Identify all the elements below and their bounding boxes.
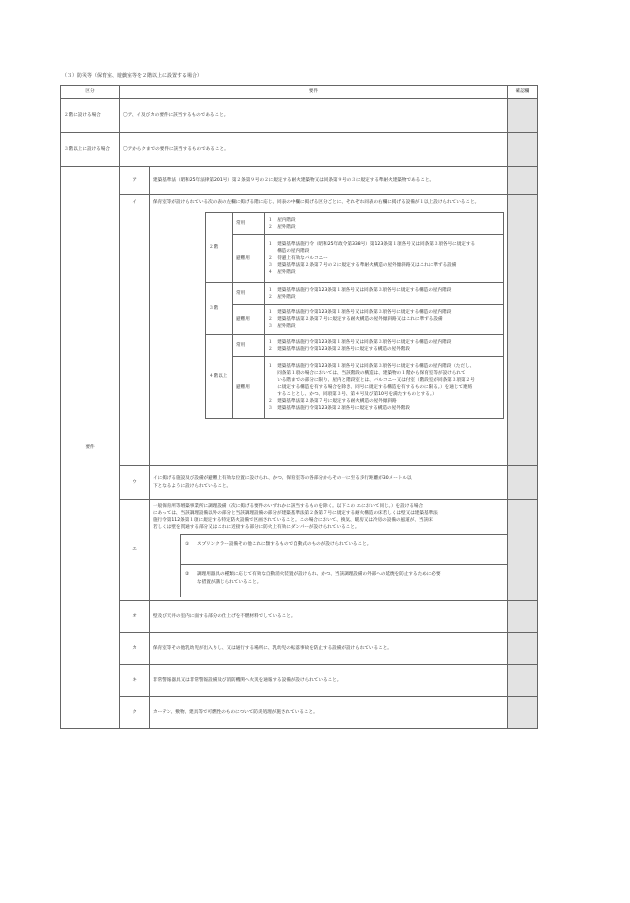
check-cell[interactable] — [508, 697, 538, 729]
item-letter: イ — [120, 195, 150, 466]
item-ki-text: 非常警報器具又は非常警報設備及び消防機関へ火災を通報する設備が設けられていること。 — [150, 665, 508, 697]
check-cell[interactable] — [508, 99, 538, 133]
item-ki-row — [61, 665, 538, 697]
kind-label: 常用 — [233, 335, 265, 357]
kind-label: 常用 — [233, 213, 265, 235]
equipment-line: ２ 建築基準法施行令第123条第２項各号に規定する構造の屋外階段 — [268, 346, 410, 352]
section-heading: （３）防災等（保育室、遊戯室等を２階以上に設置する場合） — [62, 73, 203, 79]
header-row — [61, 86, 538, 99]
floor2-label: ２階に設ける場合 — [61, 99, 120, 133]
equipment-line: ２ 建築基準法第２条第７号に規定する耐火構造の屋外傾斜路又はこれに準ずる設備 — [268, 317, 443, 323]
item-ka-text: 保育室等その他乳幼児が出入りし、又は通行する場所に、乳幼児の転落事故を防止する設備が設けられていること。 — [150, 633, 508, 665]
item-e-cell — [150, 500, 508, 601]
item-u-row — [61, 466, 538, 500]
condition-line: な措置が講じられていること。 — [197, 579, 262, 585]
equipment-line: １ 建築基準法施行令第123条第１項各号又は同条第３項各号に規定する構造の屋内階段 — [268, 287, 452, 293]
equipment-line: １ 建築基準法施行令第123条第１項各号又は同条第３項各号に規定する構造の屋内階段（ただし、 — [268, 363, 475, 369]
item-letter: ク — [120, 697, 150, 729]
equipment-cell — [265, 305, 504, 335]
check-cell[interactable] — [508, 167, 538, 195]
floor-row — [206, 213, 504, 235]
item-o-text: 壁及び天井の室内に面する部分の仕上げを不燃材料でしていること。 — [150, 601, 508, 633]
item-e-row — [61, 500, 538, 601]
row-floor3 — [61, 133, 538, 167]
equipment-cell — [265, 357, 504, 419]
check-cell[interactable] — [508, 133, 538, 167]
item-line: 若しくは壁を貫通する部分又はこれに近接する部分に防火上有効にダンパーが設けられていること。 — [153, 525, 360, 531]
item-line: イに掲げる施設及び設備が避難上有効な位置に設けられ、かつ、保育室等の各部分からその一に至る歩行距離が30メートル以 — [153, 476, 412, 482]
item-a-text: 建築基準法（昭和25年法律第201号）第２条第９号の２に規定する耐火建築物又は同条第９号の３に規定する準耐火建築物であること。 — [150, 167, 508, 195]
item-i-intro: 保育室等が設けられている次の表の左欄に掲げる階に応じ、同表の中欄に掲げる区分ごとに、それぞれ同表の右欄に掲げる設備が１以上設けられていること。 — [153, 200, 480, 205]
condition-text — [197, 571, 441, 585]
equipment-line: ２ 待避上有効なバルコニー — [268, 256, 328, 262]
equipment-line: することとし、かつ、同項第３号、第４号及び第10号を満たすものとする。） — [268, 392, 437, 398]
floor-row — [206, 283, 504, 305]
kind-label: 常用 — [233, 283, 265, 305]
kind-label: 避難用 — [233, 357, 265, 419]
check-cell[interactable] — [508, 500, 538, 601]
item-letter: オ — [120, 601, 150, 633]
equipment-cell — [265, 213, 504, 235]
equipment-cell — [265, 335, 504, 357]
floor-row — [206, 235, 504, 283]
header-requirement: 要件 — [120, 86, 508, 99]
equipment-line: ３ 建築基準法第２条第７号の２に規定する準耐火構造の屋外傾斜路又はこれに準ずる設備 — [268, 263, 457, 269]
kind-label: 避難用 — [233, 235, 265, 283]
condition-1 — [181, 535, 507, 565]
row-floor2 — [61, 99, 538, 133]
check-cell[interactable] — [508, 601, 538, 633]
check-cell[interactable] — [508, 195, 538, 466]
condition-number: ② — [185, 572, 190, 578]
item-line: 一般保育所等増築事業所に調理設備（次に掲げる要件のいずれかに該当するものを除く。以下この エにおいて同じ。）を設ける場合 — [153, 504, 424, 509]
item-line: 下となるように設けられていること。 — [153, 483, 232, 489]
floor-label: ４階以上 — [206, 335, 233, 419]
floor-row — [206, 335, 504, 357]
equipment-line: １ 建築基準法施行令第123条第１項各号又は同条第３項各号に規定する構造の屋内階段 — [268, 339, 452, 345]
equipment-cell — [265, 235, 504, 283]
floor-label: ２階 — [206, 213, 233, 283]
equipment-line: １ 建築基準法施行令（昭和25年政令第338号）第123条第１項各号又は同条第３項各号に規定する — [268, 241, 476, 247]
check-cell[interactable] — [508, 665, 538, 697]
item-letter: ア — [120, 167, 150, 195]
equipment-line: ２ 屋外階段 — [268, 224, 296, 230]
equipment-line: ３ 屋外階段 — [268, 324, 296, 330]
equipment-line: いる階までの部分に限り、屋内と階段室とは、バルコニー又は付室（階段室が同条第３項第２号 — [268, 377, 475, 383]
item-letter: カ — [120, 633, 150, 665]
item-letter: ウ — [120, 466, 150, 500]
condition-text: スプリンクラー設備その他これに類するもので自動式のものが設けられていること。 — [197, 542, 372, 548]
floor-label: ３階 — [206, 283, 233, 335]
kind-label: 避難用 — [233, 305, 265, 335]
header-check: 確認欄 — [508, 86, 538, 99]
item-o-row — [61, 601, 538, 633]
item-line: 施行令第112条第１項に規定する特定防火設備で区画されていること。この場合において、換気、暖房又は冷房の設備の風道が、当該床 — [153, 518, 433, 524]
equipment-line: １ 屋内階段 — [268, 217, 296, 223]
item-a-row — [61, 167, 538, 195]
equipment-line: ４ 屋外階段 — [268, 270, 296, 276]
item-ka-row — [61, 633, 538, 665]
equipment-line: ２ 建築基準法第２条第７号に規定する耐火構造の屋外傾斜路 — [268, 399, 397, 405]
item-letter: キ — [120, 665, 150, 697]
evacuation-table — [205, 212, 504, 419]
header-category: 区分 — [61, 86, 120, 99]
floor3-text: 〇アからクまでの要件に該当するものであること。 — [120, 133, 508, 167]
floor-row — [206, 305, 504, 335]
condition-number: ① — [185, 542, 190, 548]
item-i-row — [61, 195, 538, 466]
floor2-text: 〇ア、イ及びカの要件に該当するものであること。 — [120, 99, 508, 133]
item-ku-text: カーテン、敷物、建具等で可燃性のものについて防炎処理が施されていること。 — [150, 697, 508, 729]
equipment-line: １ 建築基準法施行令第123条第１項各号又は同条第３項各号に規定する構造の屋内階段 — [268, 309, 452, 315]
item-letter: エ — [120, 500, 150, 601]
equipment-line: 同条第１項の場合においては、当該階段の構造は、建築物の１階から保育室等が設けられて — [268, 370, 466, 376]
equipment-line: ２ 屋外階段 — [268, 294, 296, 300]
equipment-cell — [265, 283, 504, 305]
item-ku-row — [61, 697, 538, 729]
item-u-text — [150, 466, 508, 500]
item-line: にあっては、当該調理設備以外の部分と当該調理設備の部分が建築基準法第２条第７号に規定する耐火構造の床若しくは壁又は建築基準法 — [153, 511, 438, 517]
equipment-line: に規定する構造を有する場合を除き、同号に規定する構造を有するものに限る。）を通じて連絡 — [268, 385, 473, 391]
requirements-label: 要件 — [61, 167, 120, 729]
condition-2 — [181, 565, 507, 597]
equipment-line: ３ 建築基準法施行令第123条第２項各号に規定する構造の屋外階段 — [268, 406, 410, 412]
check-cell[interactable] — [508, 466, 538, 500]
equipment-line: 構造の屋内階段 — [268, 248, 310, 254]
floor-row — [206, 357, 504, 419]
condition-line: 調理用器具の種類に応じて有効な自動消火装置が設けられ、かつ、当該調理設備の外部への延焼を防止するために必要 — [197, 572, 441, 578]
fire-safety-table — [60, 85, 538, 729]
item-i-cell — [150, 195, 508, 466]
check-cell[interactable] — [508, 633, 538, 665]
floor3-label: ３階以上に設ける場合 — [61, 133, 120, 167]
